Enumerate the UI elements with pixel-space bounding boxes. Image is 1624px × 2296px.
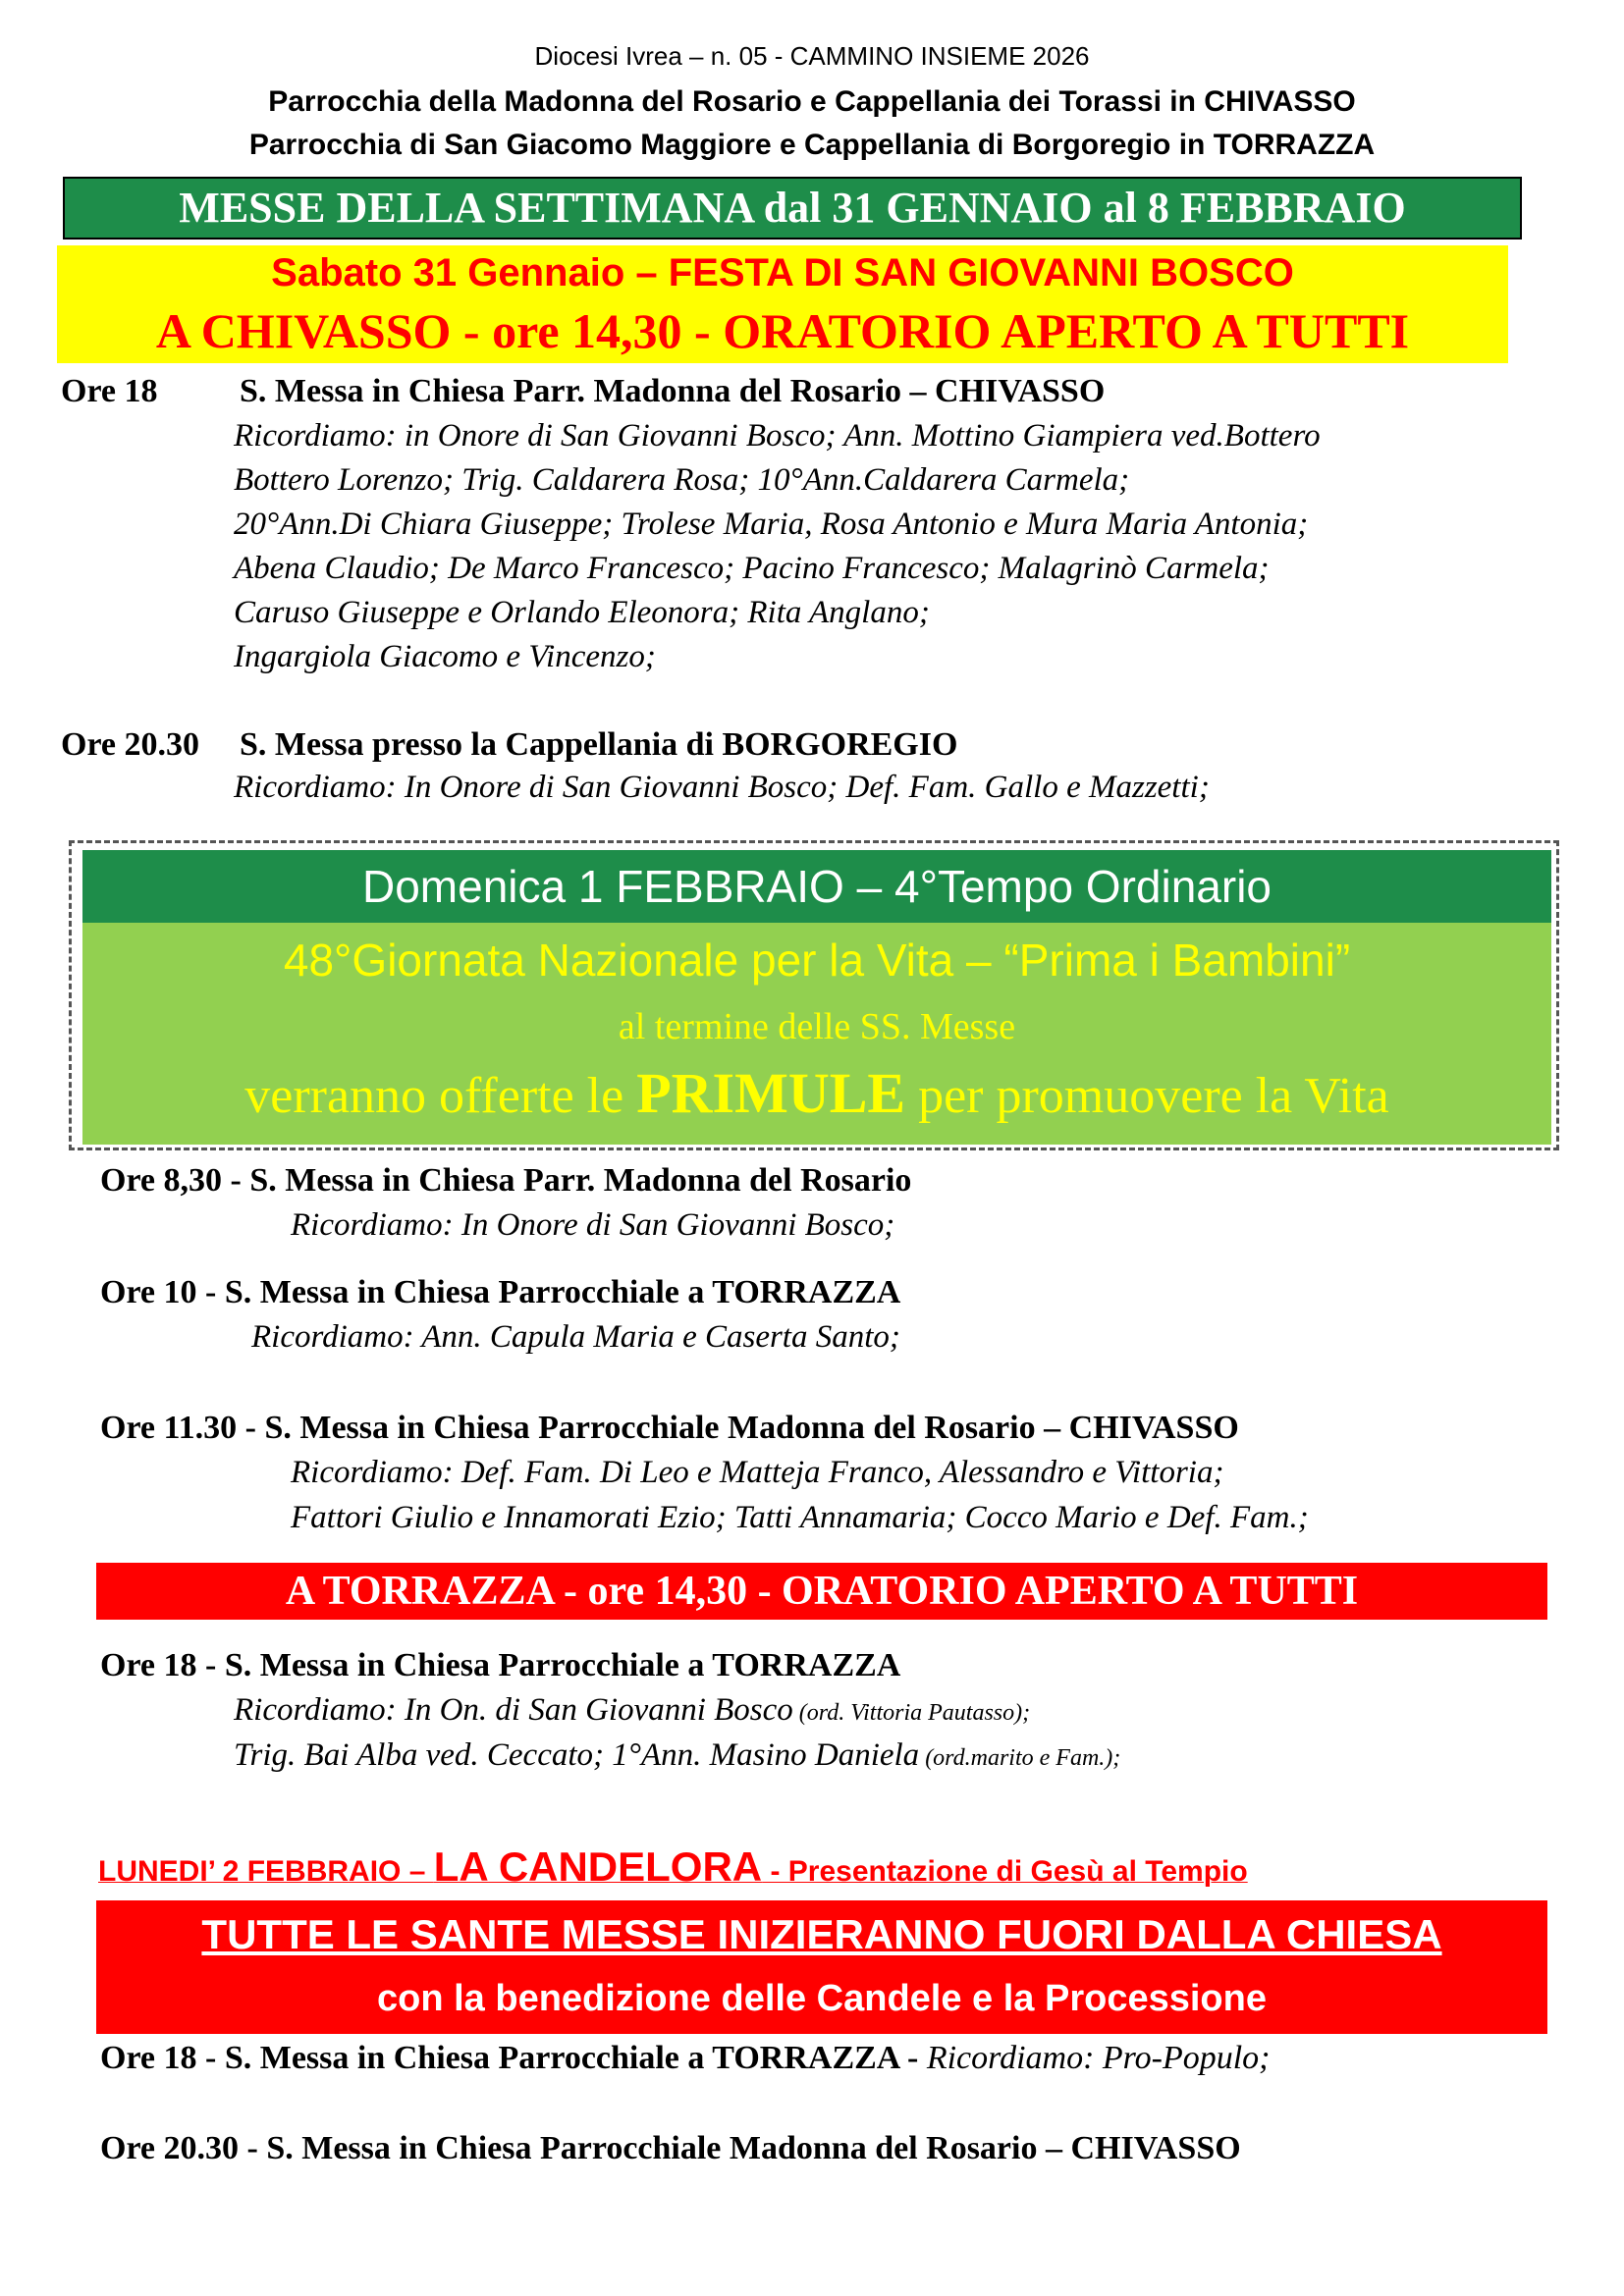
primule-line xyxy=(82,1056,1551,1134)
sun-mass4-line xyxy=(234,1688,1030,1735)
week-banner-text: MESSE DELLA SETTIMANA dal 31 GENNAIO al 8 FEBBRAIO xyxy=(179,184,1406,232)
sat-mass2-desc: S. Messa presso la Cappellania di BORGOREGIO xyxy=(240,726,958,763)
sat-mass1-time: Ore 18 xyxy=(61,373,158,409)
monday-banner-line-2: con la benedizione delle Candele e la Processione xyxy=(377,1978,1267,2019)
al-termine: al termine delle SS. Messe xyxy=(618,1006,1016,1047)
monday-banner xyxy=(96,1900,1547,2034)
sun-mass4-line xyxy=(234,1734,1120,1781)
giornata-vita: 48°Giornata Nazionale per la Vita – “Prima i Bambini” xyxy=(283,934,1351,986)
primule-word: PRIMULE xyxy=(636,1061,906,1125)
torrazza-oratorio: A TORRAZZA - ore 14,30 - ORATORIO APERTO A TUTTI xyxy=(285,1569,1359,1614)
sat-mass1-line: Ingargiola Giacomo e Vincenzo; xyxy=(234,639,656,674)
sun-mass3-line: Fattori Giulio e Innamorati Ezio; Tatti Annamaria; Cocco Mario e Def. Fam.; xyxy=(291,1500,1309,1535)
sat-mass1-line: Bottero Lorenzo; Trig. Caldarera Rosa; 10°Ann.Caldarera Carmela; xyxy=(234,462,1130,498)
sun-mass2-line: Ricordiamo: Ann. Capula Maria e Caserta Santo; xyxy=(251,1319,900,1355)
sun-mass3-head: Ore 11.30 - S. Messa in Chiesa Parrocchiale Madonna del Rosario – CHIVASSO xyxy=(100,1410,1239,1446)
sun-mass4-line2: Trig. Bai Alba ved. Ceccato; 1°Ann. Masino Daniela xyxy=(234,1737,920,1773)
sun-mass3-line: Ricordiamo: Def. Fam. Di Leo e Matteja Franco, Alessandro e Vittoria; xyxy=(291,1455,1224,1490)
sunday-green-box xyxy=(82,923,1551,1145)
sunday-title-bar xyxy=(82,850,1551,923)
sat-mass1-line: 20°Ann.Di Chiara Giuseppe; Trolese Maria, Rosa Antonio e Mura Maria Antonia; xyxy=(234,507,1309,542)
sun-mass1-head: Ore 8,30 - S. Messa in Chiesa Parr. Madonna del Rosario xyxy=(100,1162,912,1199)
mon-mass1-note: Ricordiamo: Pro-Populo; xyxy=(926,2040,1271,2076)
saturday-title: Sabato 31 Gennaio – FESTA DI SAN GIOVANNI BOSCO xyxy=(271,251,1294,294)
monday-banner-line-1: TUTTE LE SANTE MESSE INIZIERANNO FUORI DALLA CHIESA xyxy=(201,1911,1442,1957)
mon-mass1-head: Ore 18 - S. Messa in Chiesa Parrocchiale a TORRAZZA - xyxy=(100,2040,927,2076)
header-line-3: Parrocchia di San Giacomo Maggiore e Cappellania di Borgoregio in TORRAZZA xyxy=(248,129,1376,161)
sunday-title: Domenica 1 FEBBRAIO – 4°Tempo Ordinario xyxy=(362,861,1272,912)
sun-mass1-line: Ricordiamo: In Onore di San Giovanni Bosco; xyxy=(291,1207,895,1243)
sat-mass1-line: Caruso Giuseppe e Orlando Eleonora; Rita Anglano; xyxy=(234,595,930,630)
primule-post: per promuovere la Vita xyxy=(905,1068,1389,1124)
torrazza-oratorio-banner xyxy=(96,1563,1547,1620)
sun-mass4-head: Ore 18 - S. Messa in Chiesa Parrocchiale a TORRAZZA xyxy=(100,1647,901,1683)
sun-mass2-head: Ore 10 - S. Messa in Chiesa Parrocchiale a TORRAZZA xyxy=(100,1274,901,1310)
monday-title-main: LA CANDELORA xyxy=(433,1843,763,1890)
monday-title-pre: LUNEDI’ 2 FEBBRAIO – xyxy=(98,1855,434,1888)
sat-mass1-line: Ricordiamo: in Onore di San Giovanni Bosco; Ann. Mottino Giampiera ved.Bottero xyxy=(234,418,1321,454)
week-banner xyxy=(63,177,1522,240)
sat-mass2-line: Ricordiamo: In Onore di San Giovanni Bosco; Def. Fam. Gallo e Mazzetti; xyxy=(234,770,1210,805)
sat-mass2-time: Ore 20.30 xyxy=(61,726,200,763)
sat-mass1-line: Abena Claudio; De Marco Francesco; Pacino Francesco; Malagrinò Carmela; xyxy=(234,551,1270,586)
saturday-banner xyxy=(57,245,1508,363)
sun-mass4-note2: (ord.marito e Fam.); xyxy=(919,1745,1121,1771)
sun-mass4-line1: Ricordiamo: In On. di San Giovanni Bosco xyxy=(234,1692,793,1728)
mon-mass2: Ore 20.30 - S. Messa in Chiesa Parrocchiale Madonna del Rosario – CHIVASSO xyxy=(100,2130,1241,2166)
mon-mass1 xyxy=(100,2036,1271,2080)
monday-title xyxy=(98,1842,1248,1902)
saturday-oratorio: A CHIVASSO - ore 14,30 - ORATORIO APERTO A TUTTI xyxy=(155,303,1410,358)
monday-title-post: - Presentazione di Gesù al Tempio xyxy=(762,1855,1248,1888)
sun-mass4-note1: (ord. Vittoria Pautasso); xyxy=(792,1700,1031,1726)
header-line-2: Parrocchia della Madonna del Rosario e Cappellania dei Torassi in CHIVASSO xyxy=(268,85,1356,118)
primule-pre: verranno offerte le xyxy=(244,1068,637,1124)
header-line-1: Diocesi Ivrea – n. 05 - CAMMINO INSIEME 2026 xyxy=(534,41,1090,71)
sat-mass1-desc: S. Messa in Chiesa Parr. Madonna del Rosario – CHIVASSO xyxy=(240,373,1106,409)
